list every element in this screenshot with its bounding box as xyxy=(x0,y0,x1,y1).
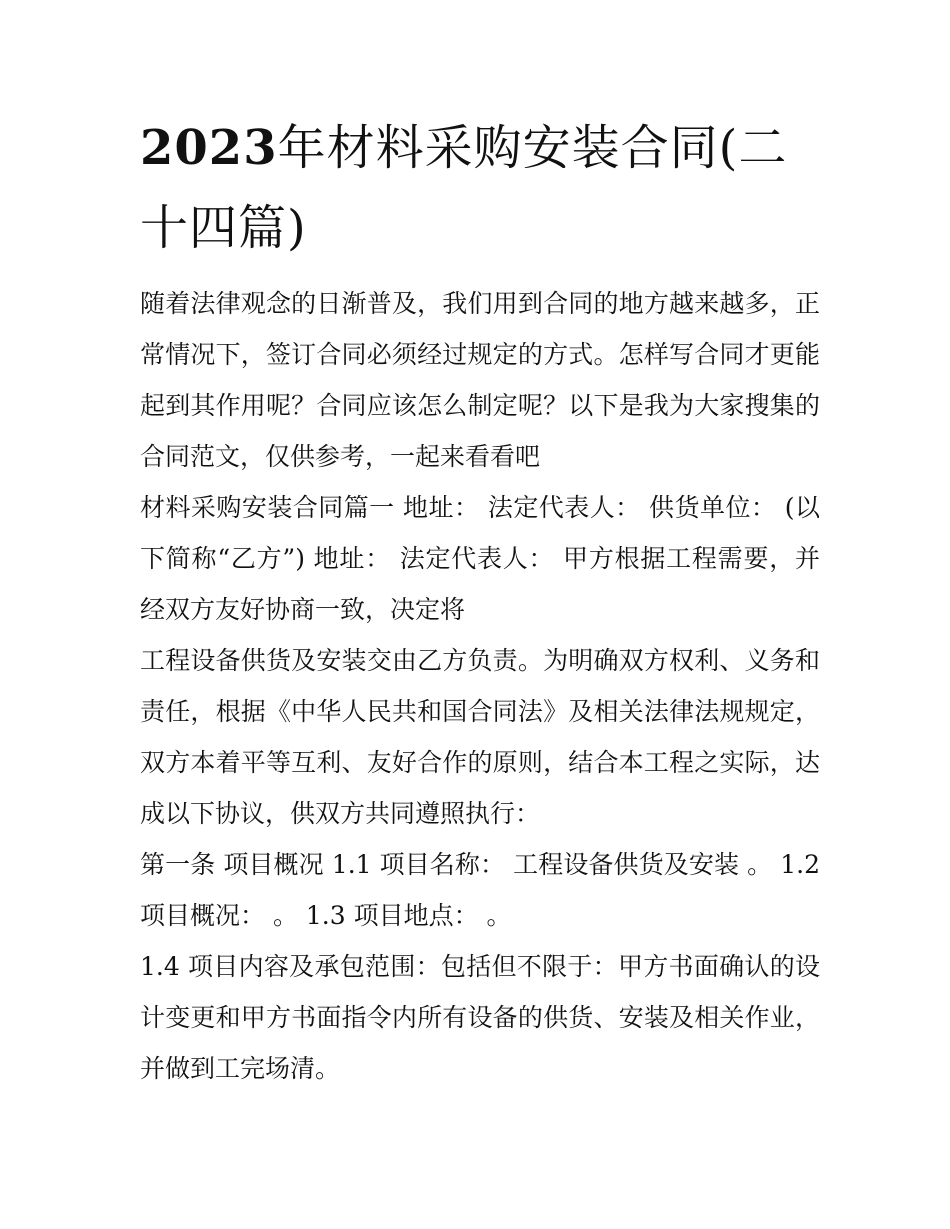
paragraph-contract-parties: 材料采购安装合同篇一 地址： 法定代表人： 供货单位： (以下简称“乙方”) 地址： 法定代表人： 甲方根据工程需要，并经双方友好协商一致，决定将 xyxy=(140,493,820,624)
paragraph-scope: 1.4 项目内容及承包范围：包括但不限于：甲方书面确认的设计变更和甲方书面指令内所有设备的供货、安装及相关作业，并做到工完场清。 xyxy=(140,952,820,1083)
paragraph-intro: 随着法律观念的日渐普及，我们用到合同的地方越来越多，正常情况下，签订合同必须经过规定的方式。怎样写合同才更能起到其作用呢？合同应该怎么制定呢？以下是我为大家搜集的合同范文，仅供参考，一起来看看吧 xyxy=(140,289,820,471)
document-page xyxy=(140,108,820,1094)
document-title xyxy=(140,108,820,268)
title-text: 年材料采购安装合同(二十四篇) xyxy=(140,120,788,256)
paragraph-article-one: 第一条 项目概况 1.1 项目名称： 工程设备供货及安装 。 1.2 项目概况： 。 1.3 项目地点： 。 xyxy=(140,850,820,930)
paragraph-contract-purpose: 工程设备供货及安装交由乙方负责。为明确双方权利、义务和责任，根据《中华人民共和国合同法》及相关法律法规规定，双方本着平等互利、友好合作的原则，结合本工程之实际，达成以下协议，供双方共同遵照执行： xyxy=(140,646,820,828)
title-year: 2023 xyxy=(140,120,278,176)
